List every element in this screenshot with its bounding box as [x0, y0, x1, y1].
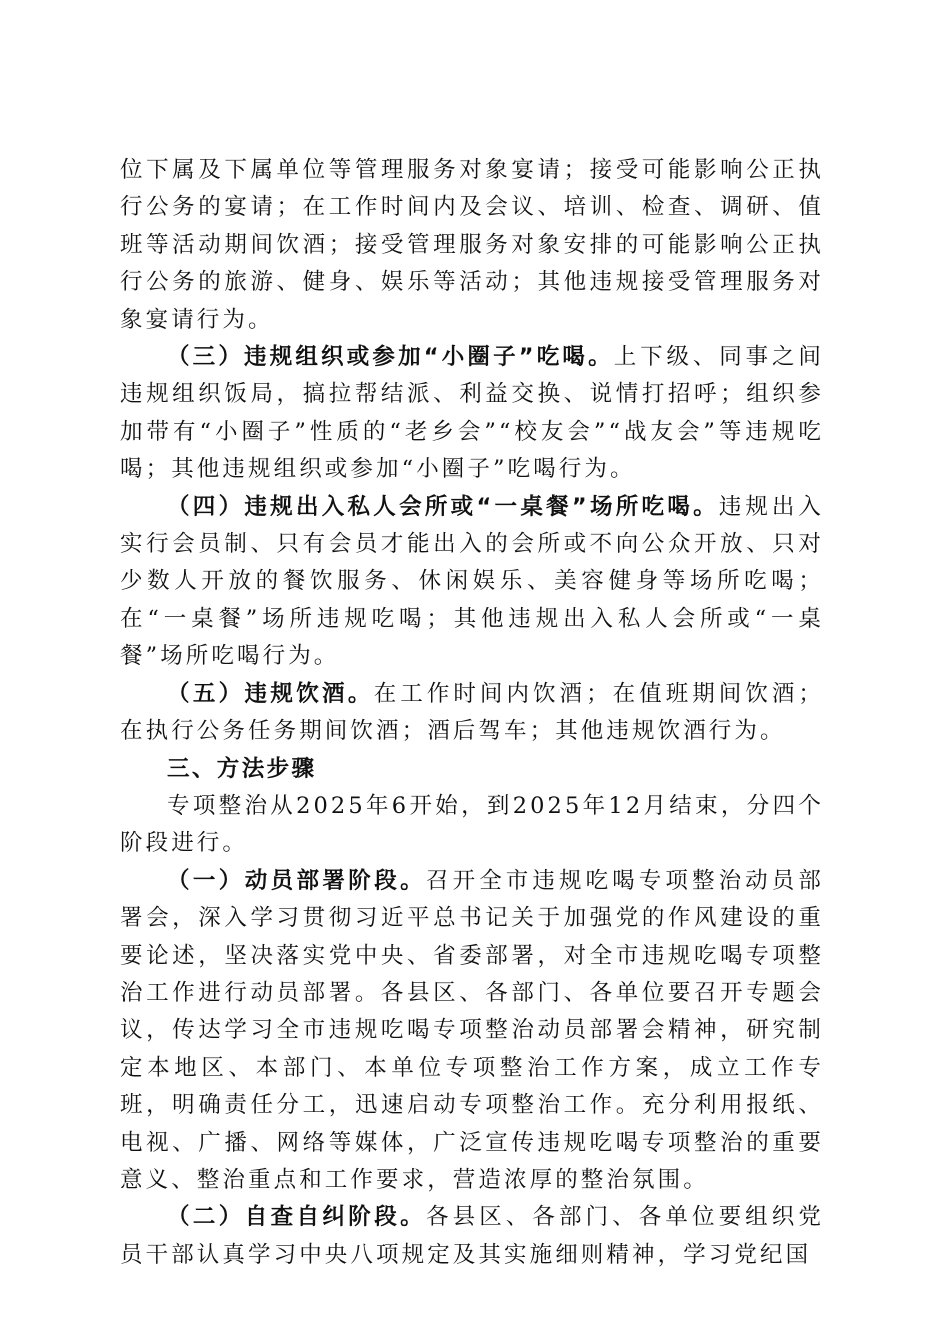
- stage-1-heading: （一）动员部署阶段。: [167, 867, 426, 894]
- document-page: [120, 152, 824, 1274]
- section-3-heading: 三、方法步骤: [167, 755, 317, 782]
- item-3-body: 上下级、同事之间违规组织饭局，搞拉帮结派、利益交换、说情打招呼；组织参加带有“小圈子”性质的“老乡会”“校友会”“战友会”等违规吃喝；其他违规组织或参加“小圈子”吃喝行为。: [120, 344, 824, 483]
- item-5-body: 在工作时间内饮酒；在值班期间饮酒；在执行公务任务期间饮酒；酒后驾车；其他违规饮酒行为。: [120, 680, 824, 745]
- stage-2-paragraph: [120, 1199, 824, 1274]
- continuation-paragraph: 位下属及下属单位等管理服务对象宴请；接受可能影响公正执行公务的宴请；在工作时间内及会议、培训、检查、调研、值班等活动期间饮酒；接受管理服务对象安排的可能影响公正执行公务的旅游、健身、娱乐等活动；其他违规接受管理服务对象宴请行为。: [120, 157, 824, 333]
- item-5-heading: （五）违规饮酒。: [167, 680, 374, 707]
- stage-1-body: 召开全市违规吃喝专项整治动员部署会，深入学习贯彻习近平总书记关于加强党的作风建设的重要论述，坚决落实党中央、省委部署，对全市违规吃喝专项整治工作进行动员部署。各县区、各部门、各单位要召开专题会议，传达学习全市违规吃喝专项整治动员部署会精神，研究制定本地区、本部门、本单位专项整治工作方案，成立工作专班，明确责任分工，迅速启动专项整治工作。充分利用报纸、电视、广播、网络等媒体，广泛宣传违规吃喝专项整治的重要意义、整治重点和工作要求，营造浓厚的整治氛围。: [120, 867, 824, 1193]
- item-3-heading: （三）违规组织或参加“小圈子”吃喝。: [167, 344, 614, 371]
- stage-1-paragraph: [120, 863, 824, 1200]
- item-4-body: 违规出入实行会员制、只有会员才能出入的会所或不向公众开放、只对少数人开放的餐饮服务、休闲娱乐、美容健身等场所吃喝；在“一桌餐”场所违规吃喝；其他违规出入私人会所或“一桌餐”场所吃喝行为。: [120, 493, 824, 670]
- stage-2-body: 各县区、各部门、各单位要组织党员干部认真学习中央八项规定及其实施细则精神，学习党纪国: [120, 1204, 824, 1268]
- item-3-paragraph: [120, 339, 824, 489]
- item-5-paragraph: [120, 676, 824, 751]
- item-4-paragraph: [120, 489, 824, 676]
- section-3-intro: 专项整治从2025年6开始，到2025年12月结束，分四个阶段进行。: [120, 792, 824, 857]
- item-4-heading: （四）违规出入私人会所或“一桌餐”场所吃喝。: [167, 493, 719, 520]
- stage-2-heading: （二）自查自纠阶段。: [167, 1204, 426, 1231]
